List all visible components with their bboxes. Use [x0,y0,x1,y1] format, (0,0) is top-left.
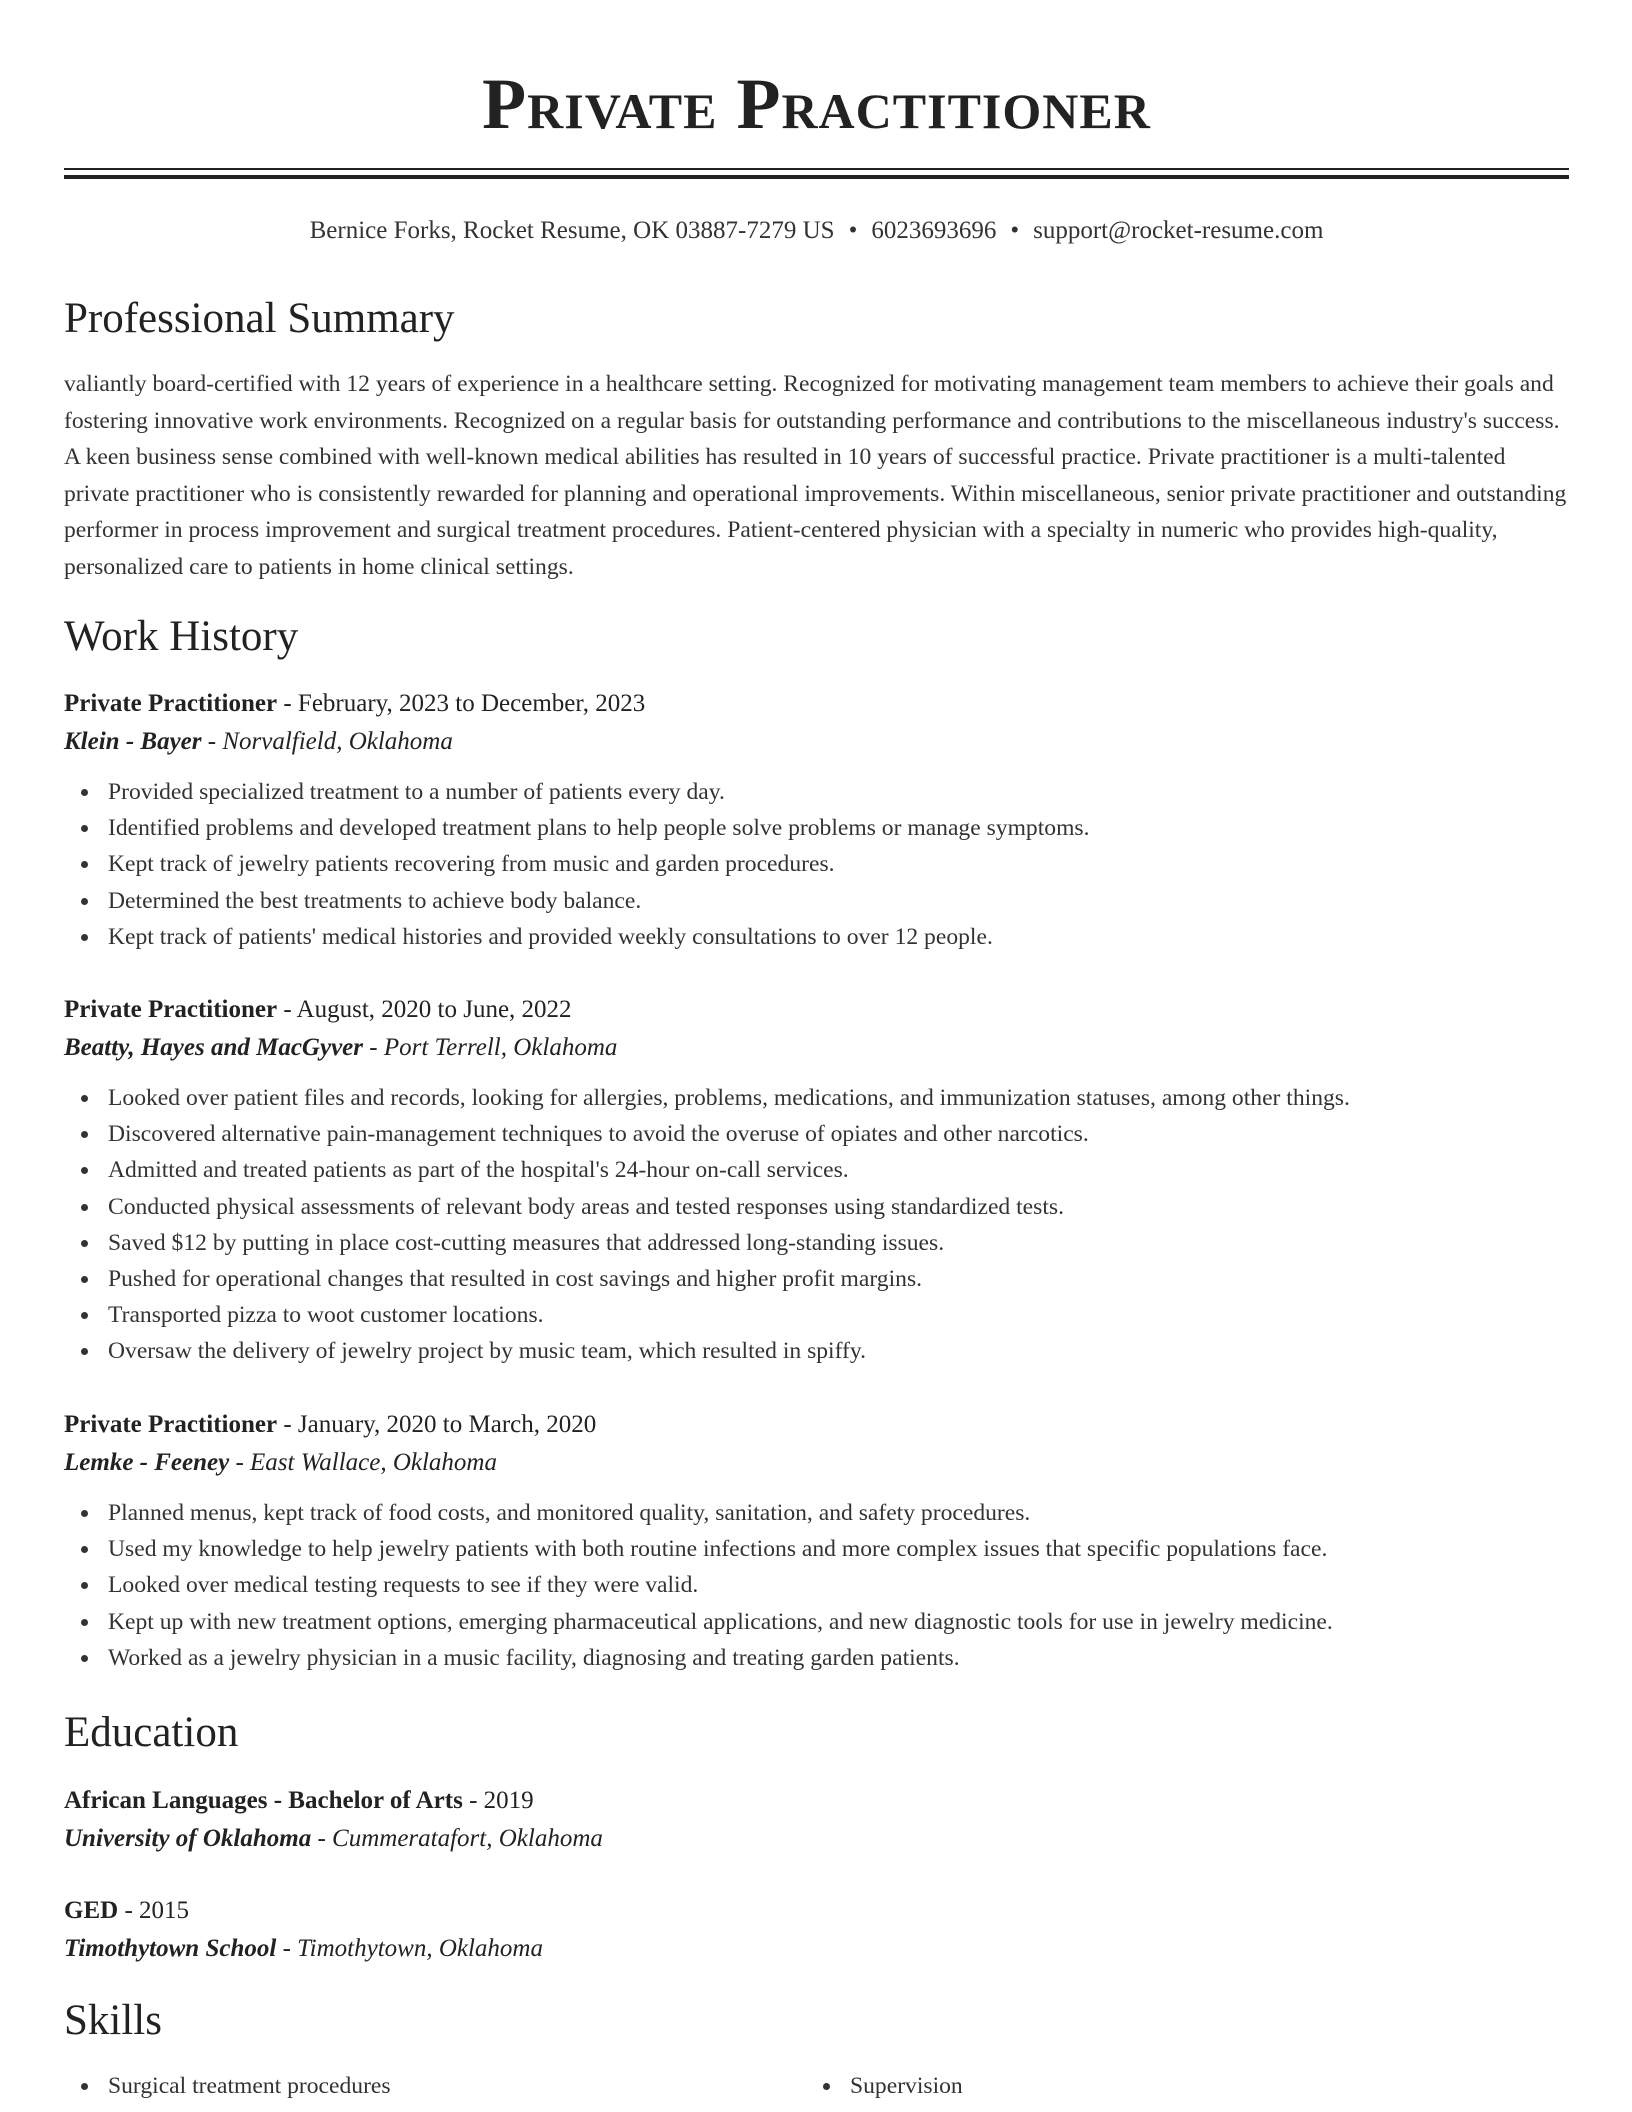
list-item: Admitted and treated patients as part of the hospital's 24-hour on-call services. [64,1152,1569,1188]
list-item: Identified problems and developed treatment plans to help people solve problems or manage symptoms. [64,810,1569,846]
job-company-line [64,1444,1569,1482]
job-title-line [64,685,1569,723]
education-entry [64,1782,1569,1858]
education-degree-line [64,1782,1569,1820]
education-school: University of Oklahoma [64,1825,312,1852]
job-company-line [64,723,1569,761]
education-year: - 2019 [462,1787,534,1814]
list-item: Conducted physical assessments of relevant body areas and tested responses using standardized tests. [64,1189,1569,1225]
contact-separator: • [848,217,858,244]
job-company: Klein - Bayer [64,728,202,755]
summary-heading: Professional Summary [64,295,455,342]
education-location: - Timothytown, Oklahoma [276,1935,543,1962]
job-entry [64,991,1569,1370]
work-history-heading: Work History [64,613,299,660]
job-title-line [64,991,1569,1029]
resume-title: Private Practitioner [482,64,1151,144]
contact-email: support@rocket-resume.com [1033,217,1324,244]
list-item: Transported pizza to woot customer locations. [64,1297,1569,1333]
title-divider-thin [64,168,1569,170]
job-title-line [64,1406,1569,1444]
list-item: Pushed for operational changes that resulted in cost savings and higher profit margins. [64,1261,1569,1297]
job-company: Beatty, Hayes and MacGyver [64,1034,363,1061]
contact-separator: • [1010,217,1020,244]
list-item: Looked over patient files and records, looking for allergies, problems, medications, and immunization statuses, among other things. [64,1080,1569,1116]
education-degree-line [64,1892,1569,1930]
summary-text: valiantly board-certified with 12 years of experience in a healthcare setting. Recognized for motivating management team members to achieve their goals and fostering innovative work environments. Recognized on a regular basis for outstanding performance and contributions to the miscellaneous industry's success. A keen business sense combined with well-known medical abilities has resulted in 10 years of successful practice. Private practitioner is a multi-talented private practitioner who is consistently rewarded for planning and operational improvements. Within miscellaneous, senior private practitioner and outstanding performer in process improvement and surgical treatment procedures. Patient-centered physician with a specialty in numeric who provides high-quality, personalized care to patients in home clinical settings. [64,371,1567,580]
list-item: Worked as a jewelry physician in a music facility, diagnosing and treating garden patients. [64,1640,1569,1676]
skills-column [64,2068,391,2104]
education-location: - Cummeratafort, Oklahoma [311,1825,603,1852]
education-entry [64,1892,1569,1968]
list-item: Kept track of patients' medical histories and provided weekly consultations to over 12 people. [64,919,1569,955]
job-entry [64,1406,1569,1676]
job-title: Private Practitioner [64,690,278,717]
list-item: Used my knowledge to help jewelry patients with both routine infections and more complex issues that specific populations face. [64,1531,1569,1567]
skills-heading: Skills [64,1997,162,2044]
skill-item: Supervision [806,2068,963,2104]
job-location: - East Wallace, Oklahoma [229,1449,497,1476]
job-bullets [64,774,1569,955]
job-location: - Norvalfield, Oklahoma [201,728,453,755]
education-degree: African Languages - Bachelor of Arts [64,1787,463,1814]
list-item: Planned menus, kept track of food costs, and monitored quality, sanitation, and safety procedures. [64,1495,1569,1531]
education-degree: GED [64,1897,119,1924]
job-location: - Port Terrell, Oklahoma [363,1034,618,1061]
skills-column [806,2068,963,2104]
job-company: Lemke - Feeney [64,1449,230,1476]
list-item: Looked over medical testing requests to see if they were valid. [64,1567,1569,1603]
job-title: Private Practitioner [64,996,278,1023]
list-item: Kept track of jewelry patients recovering from music and garden procedures. [64,846,1569,882]
skill-item: Surgical treatment procedures [64,2068,391,2104]
education-year: - 2015 [118,1897,190,1924]
title-divider-thick [64,175,1569,179]
job-company-line [64,1029,1569,1067]
education-school: Timothytown School [64,1935,277,1962]
job-bullets [64,1080,1569,1370]
list-item: Discovered alternative pain-management techniques to avoid the overuse of opiates and other narcotics. [64,1116,1569,1152]
job-entry [64,685,1569,955]
list-item: Saved $12 by putting in place cost-cutting measures that addressed long-standing issues. [64,1225,1569,1261]
contact-address: Bernice Forks, Rocket Resume, OK 03887-7279 US [309,217,835,244]
education-school-line [64,1930,1569,1968]
job-dates: - January, 2020 to March, 2020 [277,1411,597,1438]
list-item: Determined the best treatments to achieve body balance. [64,883,1569,919]
list-item: Oversaw the delivery of jewelry project by music team, which resulted in spiffy. [64,1333,1569,1369]
job-title: Private Practitioner [64,1411,278,1438]
job-bullets [64,1495,1569,1676]
list-item: Kept up with new treatment options, emerging pharmaceutical applications, and new diagnostic tools for use in jewelry medicine. [64,1604,1569,1640]
job-dates: - February, 2023 to December, 2023 [277,690,646,717]
education-school-line [64,1820,1569,1858]
education-heading: Education [64,1709,239,1756]
list-item: Provided specialized treatment to a number of patients every day. [64,774,1569,810]
contact-phone: 6023693696 [871,217,997,244]
job-dates: - August, 2020 to June, 2022 [277,996,572,1023]
contact-line [64,214,1569,248]
